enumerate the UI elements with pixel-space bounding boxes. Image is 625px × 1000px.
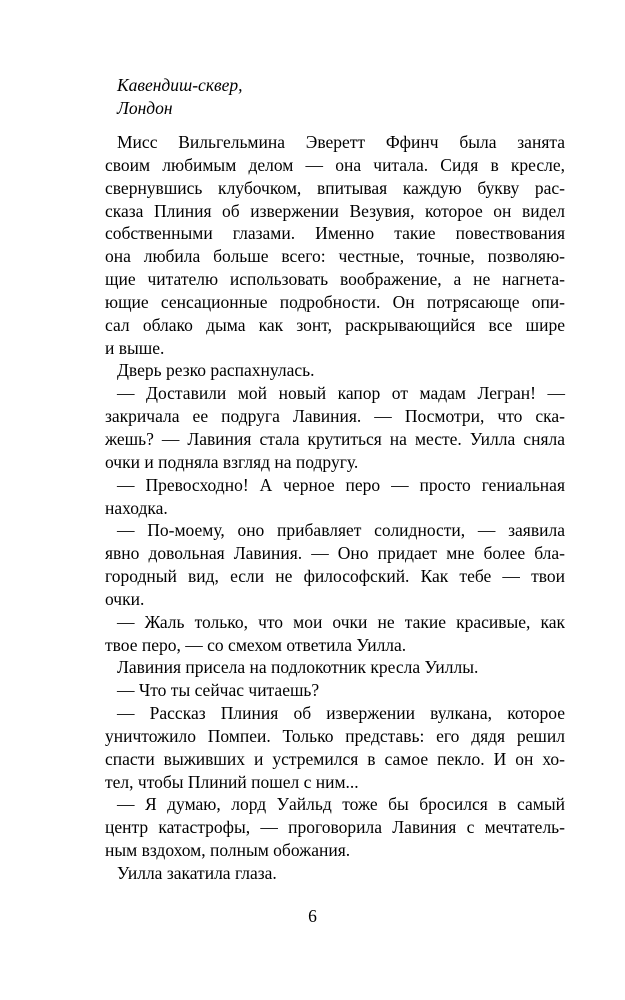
text-line: собственными глазами. Именно такие повествования (105, 223, 565, 244)
text-line: Дверь резко распахнулась. (117, 360, 315, 381)
text-line: жешь? — Лавиния стала крутиться на месте. Уилла сняла (105, 428, 565, 449)
page-number: 6 (308, 906, 317, 926)
text-line: уничтожило Помпеи. Только представь: его дядя решил (105, 725, 565, 746)
text-line: очки. (105, 588, 145, 609)
text-line: — Я думаю, лорд Уайльд тоже бы бросился в самый (117, 794, 565, 815)
text-line: закричала ее подруга Лавиния. — Посмотри, что ска- (105, 406, 565, 427)
text-line: — По-моему, оно прибавляет солидности, — заявила (117, 520, 565, 541)
text-line: щие читателю использовать воображение, а не нагнета- (105, 269, 565, 290)
text-line: Уилла закатила глаза. (117, 863, 277, 883)
text-line: центр катастрофы, — проговорила Лавиния с мечтатель- (105, 817, 565, 838)
text-line: очки и подняла взгляд на подругу. (105, 451, 359, 472)
text-line: — Что ты сейчас читаешь? (117, 680, 320, 701)
text-line: свернувшись клубочком, впитывая каждую букву рас- (105, 177, 565, 198)
text-line: городный вид, если не философский. Как тебе — твои (105, 566, 565, 587)
location-line-1: Кавендиш-сквер, (117, 75, 243, 95)
text-line: Мисс Вильгельмина Эверетт Ффинч была занята (117, 132, 565, 152)
body-text (105, 131, 565, 885)
location-heading (117, 74, 243, 120)
text-line: тел, чтобы Плиний пошел с ним... (105, 771, 359, 792)
text-line: и выше. (105, 337, 165, 358)
text-line: — Рассказ Плиния об извержении вулкана, которое (117, 703, 565, 724)
text-line: твое перо, — со смехом ответила Уилла. (105, 634, 407, 655)
text-line: — Жаль только, что мои очки не такие красивые, как (117, 611, 565, 632)
location-line-2: Лондон (117, 98, 173, 118)
text-line: явно довольная Лавиния. — Оно придает мне более бла- (105, 543, 565, 564)
text-line: спасти выживших и устремился в самое пекло. И он хо- (105, 748, 565, 769)
text-line: своим любимым делом — она читала. Сидя в кресле, (105, 154, 565, 175)
text-line: ным вздохом, полным обожания. (105, 840, 351, 861)
text-line: Лавиния присела на подлокотник кресла Уиллы. (117, 657, 479, 678)
text-line: — Превосходно! А черное перо — просто гениальная (117, 474, 565, 495)
text-line: находка. (105, 497, 168, 518)
text-line: она любила больше всего: честные, точные, позволяю- (105, 246, 565, 267)
text-line: ющие сенсационные подробности. Он потрясающе опи- (105, 291, 565, 312)
text-line: сал облако дыма как зонт, раскрывающийся все шире (105, 314, 565, 335)
text-line: — Доставили мой новый капор от мадам Легран! — (117, 383, 565, 404)
text-line: сказа Плиния об извержении Везувия, которое он видел (105, 200, 565, 221)
